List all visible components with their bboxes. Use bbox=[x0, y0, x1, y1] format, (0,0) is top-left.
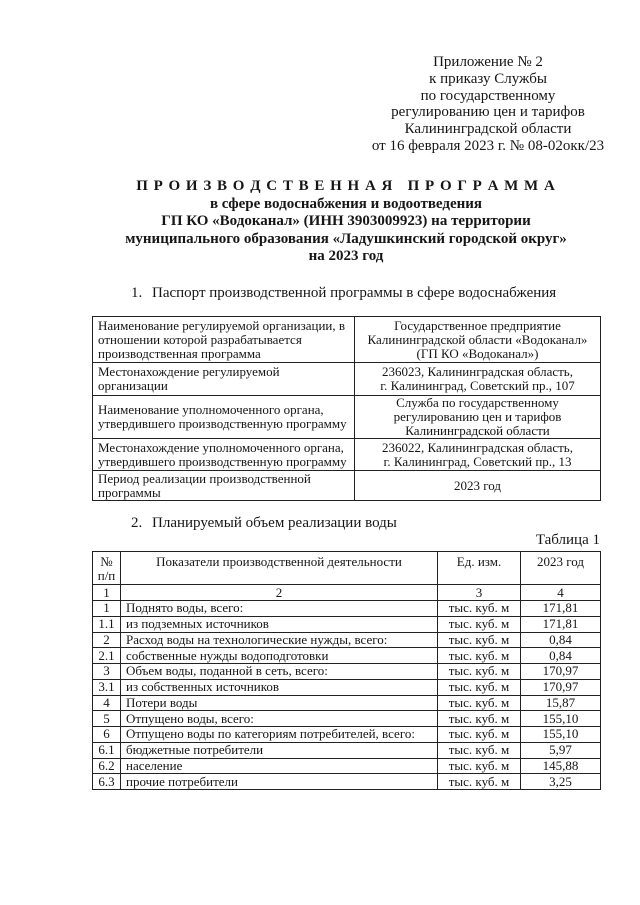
row-number: 3 bbox=[93, 664, 121, 680]
row-unit: тыс. куб. м bbox=[438, 774, 521, 790]
row-indicator: Отпущено воды по категориям потребителей, всего: bbox=[121, 727, 438, 743]
section-number: 1. bbox=[131, 285, 143, 301]
row-number: 6.3 bbox=[93, 774, 121, 790]
value-line: регулированию цен и тарифов bbox=[393, 409, 562, 424]
row-value: 0,84 bbox=[521, 632, 601, 648]
row-number: 1.1 bbox=[93, 616, 121, 632]
passport-row-label: Наименование уполномоченного органа, утвердившего производственную программу bbox=[93, 396, 355, 439]
row-unit: тыс. куб. м bbox=[438, 616, 521, 632]
row-number: 2.1 bbox=[93, 648, 121, 664]
appendix-line: к приказу Службы bbox=[429, 70, 547, 87]
column-number: 2 bbox=[121, 585, 438, 601]
passport-row bbox=[93, 317, 601, 363]
row-value: 15,87 bbox=[521, 695, 601, 711]
passport-table bbox=[92, 316, 601, 501]
passport-row-value bbox=[355, 317, 601, 363]
row-indicator: Потери воды bbox=[121, 695, 438, 711]
row-indicator: население bbox=[121, 758, 438, 774]
value-line: Калининградской области «Водоканал» bbox=[367, 331, 588, 347]
value-line: Государственное предприятие bbox=[394, 317, 561, 333]
document-title bbox=[92, 178, 600, 266]
passport-row-label: Местонахождение регулируемой организации bbox=[93, 363, 355, 396]
title-heading: П Р О И З В О Д С Т В Е Н Н А Я П Р О Г Р А М М А bbox=[136, 178, 556, 194]
passport-row-value bbox=[355, 396, 601, 439]
table-row bbox=[93, 616, 601, 632]
row-indicator: Объем воды, поданной в сеть, всего: bbox=[121, 664, 438, 680]
appendix-order-line: от 16 февраля 2023 г. № 08-02окк/23 bbox=[371, 137, 605, 154]
row-number: 5 bbox=[93, 711, 121, 727]
table-row bbox=[93, 679, 601, 695]
row-number: 4 bbox=[93, 695, 121, 711]
passport-row bbox=[93, 439, 601, 471]
header-number-symbol: № bbox=[100, 554, 113, 569]
appendix-line: по государственному bbox=[420, 87, 556, 104]
header-unit: Ед. изм. bbox=[438, 552, 521, 585]
passport-row-value bbox=[355, 363, 601, 396]
row-value: 145,88 bbox=[521, 758, 601, 774]
value-line: г. Калининград, Советский пр., 13 bbox=[383, 453, 572, 469]
value-line: Служба по государственному bbox=[396, 395, 559, 410]
value-line: 236023, Калининградская область, bbox=[382, 364, 573, 379]
row-indicator: собственные нужды водоподготовки bbox=[121, 648, 438, 664]
title-line: на 2023 год bbox=[308, 248, 384, 264]
table-header-row bbox=[93, 552, 601, 585]
passport-row-value bbox=[355, 439, 601, 471]
row-value: 155,10 bbox=[521, 711, 601, 727]
row-value: 170,97 bbox=[521, 679, 601, 695]
column-number: 3 bbox=[438, 585, 521, 601]
header-indicator: Показатели производственной деятельности bbox=[121, 552, 438, 585]
row-value: 155,10 bbox=[521, 727, 601, 743]
table-row bbox=[93, 632, 601, 648]
row-unit: тыс. куб. м bbox=[438, 758, 521, 774]
row-unit: тыс. куб. м bbox=[438, 601, 521, 617]
row-number: 6.1 bbox=[93, 742, 121, 758]
row-unit: тыс. куб. м bbox=[438, 742, 521, 758]
column-number: 1 bbox=[93, 585, 121, 601]
row-value: 170,97 bbox=[521, 664, 601, 680]
value-line: 2023 год bbox=[454, 477, 501, 493]
title-line: муниципального образования «Ладушкинский городской округ» bbox=[125, 230, 567, 247]
row-number: 6.2 bbox=[93, 758, 121, 774]
row-unit: тыс. куб. м bbox=[438, 695, 521, 711]
passport-row-label: Местонахождение уполномоченного органа, утвердившего производственную программу bbox=[93, 439, 355, 471]
table-row bbox=[93, 774, 601, 790]
value-line: Калининградской области bbox=[405, 423, 550, 438]
appendix-line: регулированию цен и тарифов bbox=[391, 104, 585, 121]
passport-row-label: Период реализации производственной программы bbox=[93, 471, 355, 501]
row-indicator: из собственных источников bbox=[121, 679, 438, 695]
row-unit: тыс. куб. м bbox=[438, 711, 521, 727]
passport-row bbox=[93, 471, 601, 501]
appendix-line: Приложение № 2 bbox=[433, 54, 543, 70]
water-volume-table bbox=[92, 551, 601, 790]
table-row bbox=[93, 601, 601, 617]
row-number: 3.1 bbox=[93, 679, 121, 695]
row-indicator: бюджетные потребители bbox=[121, 742, 438, 758]
row-unit: тыс. куб. м bbox=[438, 632, 521, 648]
value-line: (ГП КО «Водоканал») bbox=[416, 345, 539, 361]
table-caption: Таблица 1 bbox=[535, 532, 600, 548]
table-row bbox=[93, 648, 601, 664]
row-indicator: Отпущено воды, всего: bbox=[121, 711, 438, 727]
row-unit: тыс. куб. м bbox=[438, 679, 521, 695]
row-unit: тыс. куб. м bbox=[438, 664, 521, 680]
value-line: г. Калининград, Советский пр., 107 bbox=[380, 378, 575, 393]
section-1-heading bbox=[131, 284, 556, 302]
passport-row bbox=[93, 363, 601, 396]
row-value: 171,81 bbox=[521, 616, 601, 632]
section-title: Паспорт производственной программы в сфере водоснабжения bbox=[152, 285, 557, 301]
row-indicator: Поднято воды, всего: bbox=[121, 601, 438, 617]
title-line: в сфере водоснабжения и водоотведения bbox=[209, 195, 483, 212]
passport-row bbox=[93, 396, 601, 439]
title-line: ГП КО «Водоканал» (ИНН 3903009923) на территории bbox=[161, 213, 531, 229]
section-title: Планируемый объем реализации воды bbox=[152, 515, 397, 531]
table-row bbox=[93, 664, 601, 680]
header-number-abbr: п/п bbox=[97, 568, 116, 583]
appendix-block bbox=[360, 54, 616, 155]
passport-row-value bbox=[355, 471, 601, 501]
table-row bbox=[93, 695, 601, 711]
row-number: 1 bbox=[93, 601, 121, 617]
table-row bbox=[93, 711, 601, 727]
passport-row-label: Наименование регулируемой организации, в отношении которой разрабатывается производственная программа bbox=[93, 317, 355, 363]
row-unit: тыс. куб. м bbox=[438, 727, 521, 743]
table-row bbox=[93, 742, 601, 758]
table-row bbox=[93, 727, 601, 743]
row-indicator: Расход воды на технологические нужды, всего: bbox=[121, 632, 438, 648]
column-numbers-row bbox=[93, 585, 601, 601]
table-row bbox=[93, 758, 601, 774]
section-number: 2. bbox=[131, 515, 143, 531]
appendix-line: Калининградской области bbox=[404, 121, 572, 138]
row-value: 3,25 bbox=[521, 774, 601, 790]
column-number: 4 bbox=[521, 585, 601, 601]
section-2-heading bbox=[131, 514, 397, 532]
value-line: 236022, Калининградская область, bbox=[382, 439, 573, 455]
row-value: 0,84 bbox=[521, 648, 601, 664]
header-year: 2023 год bbox=[521, 552, 601, 585]
header-number bbox=[93, 552, 121, 585]
row-value: 171,81 bbox=[521, 601, 601, 617]
row-number: 2 bbox=[93, 632, 121, 648]
row-value: 5,97 bbox=[521, 742, 601, 758]
row-number: 6 bbox=[93, 727, 121, 743]
row-unit: тыс. куб. м bbox=[438, 648, 521, 664]
row-indicator: из подземных источников bbox=[121, 616, 438, 632]
row-indicator: прочие потребители bbox=[121, 774, 438, 790]
